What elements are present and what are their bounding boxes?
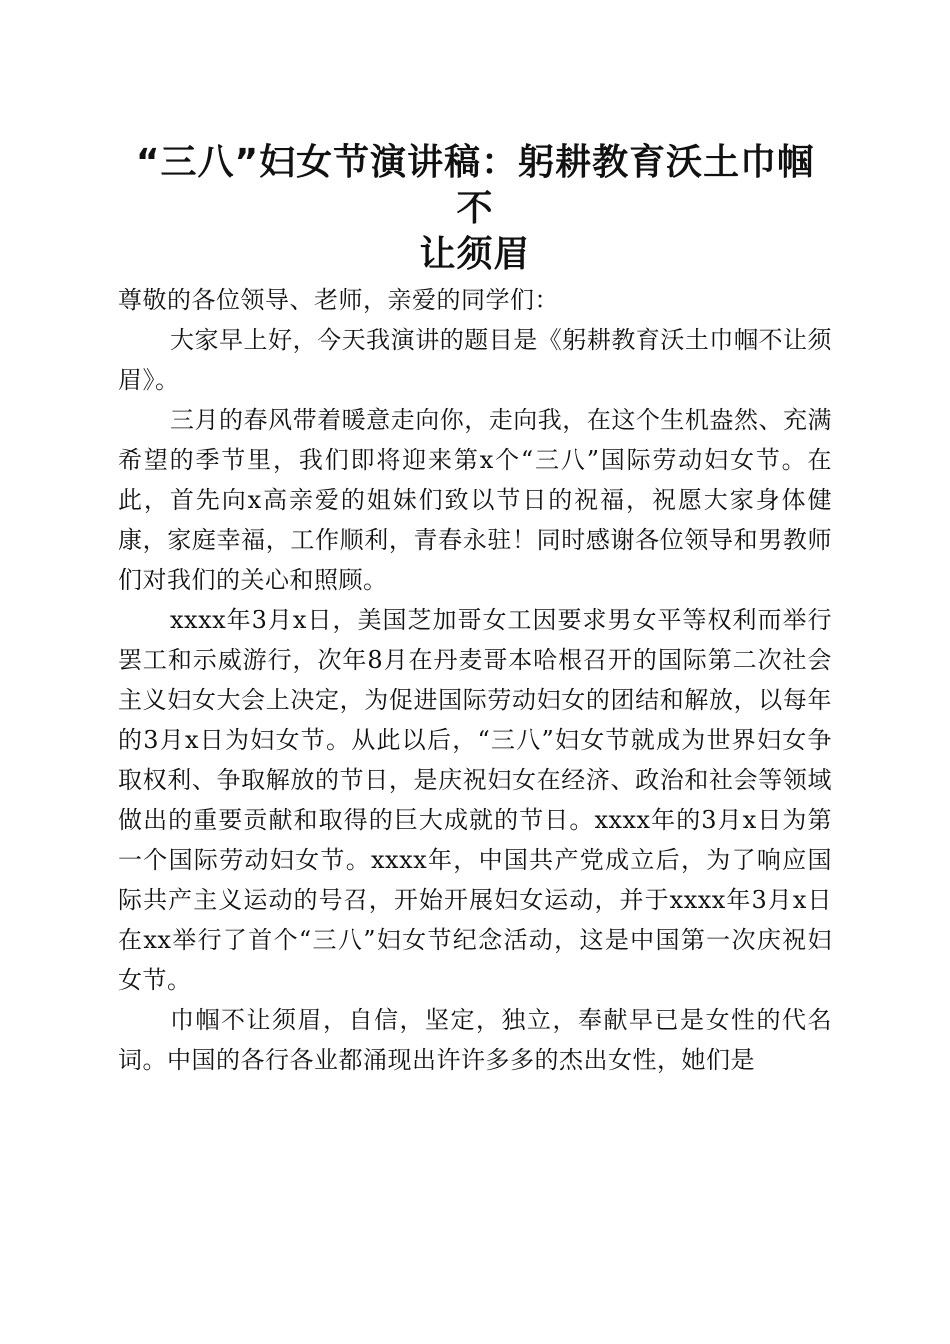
- title-line-1: “三八”妇女节演讲稿：躬耕教育沃土巾帼不: [135, 142, 815, 229]
- title-line-2: 让须眉: [419, 234, 531, 275]
- paragraph: 大家早上好，今天我演讲的题目是《躬耕教育沃土巾帼不让须眉》。: [118, 326, 832, 394]
- salutation: 尊敬的各位领导、老师，亲爱的同学们：: [118, 286, 559, 314]
- paragraph: 巾帼不让须眉，自信，坚定，独立，奉献早已是女性的代名词。中国的各行各业都涌现出许许多多的杰出女性，她们是: [118, 1006, 832, 1074]
- paragraph: xxxx年3月x日，美国芝加哥女工因要求男女平等权利而举行罢工和示威游行，次年8月在丹麦哥本哈根召开的国际第二次社会主义妇女大会上决定，为促进国际劳动妇女的团结和解放，以每年的3月x日为妇女节。从此以后，“三八”妇女节就成为世界妇女争取权利、争取解放的节日，是庆祝妇女在经济、政治和社会等领域做出的重要贡献和取得的巨大成就的节日。xxxx年的3月x日为第一个国际劳动妇女节。xxxx年，中国共产党成立后，为了响应国际共产主义运动的号召，开始开展妇女运动，并于xxxx年3月x日在xx举行了首个“三八”妇女节纪念活动，这是中国第一次庆祝妇女节。: [118, 606, 832, 994]
- paragraph: 三月的春风带着暖意走向你，走向我，在这个生机盎然、充满希望的季节里，我们即将迎来第x个“三八”国际劳动妇女节。在此，首先向x高亲爱的姐妹们致以节日的祝福，祝愿大家身体健康，家庭幸福，工作顺利，青春永驻！同时感谢各位领导和男教师们对我们的关心和照顾。: [118, 406, 832, 594]
- document-title: [118, 140, 832, 278]
- document-body: [118, 280, 832, 1080]
